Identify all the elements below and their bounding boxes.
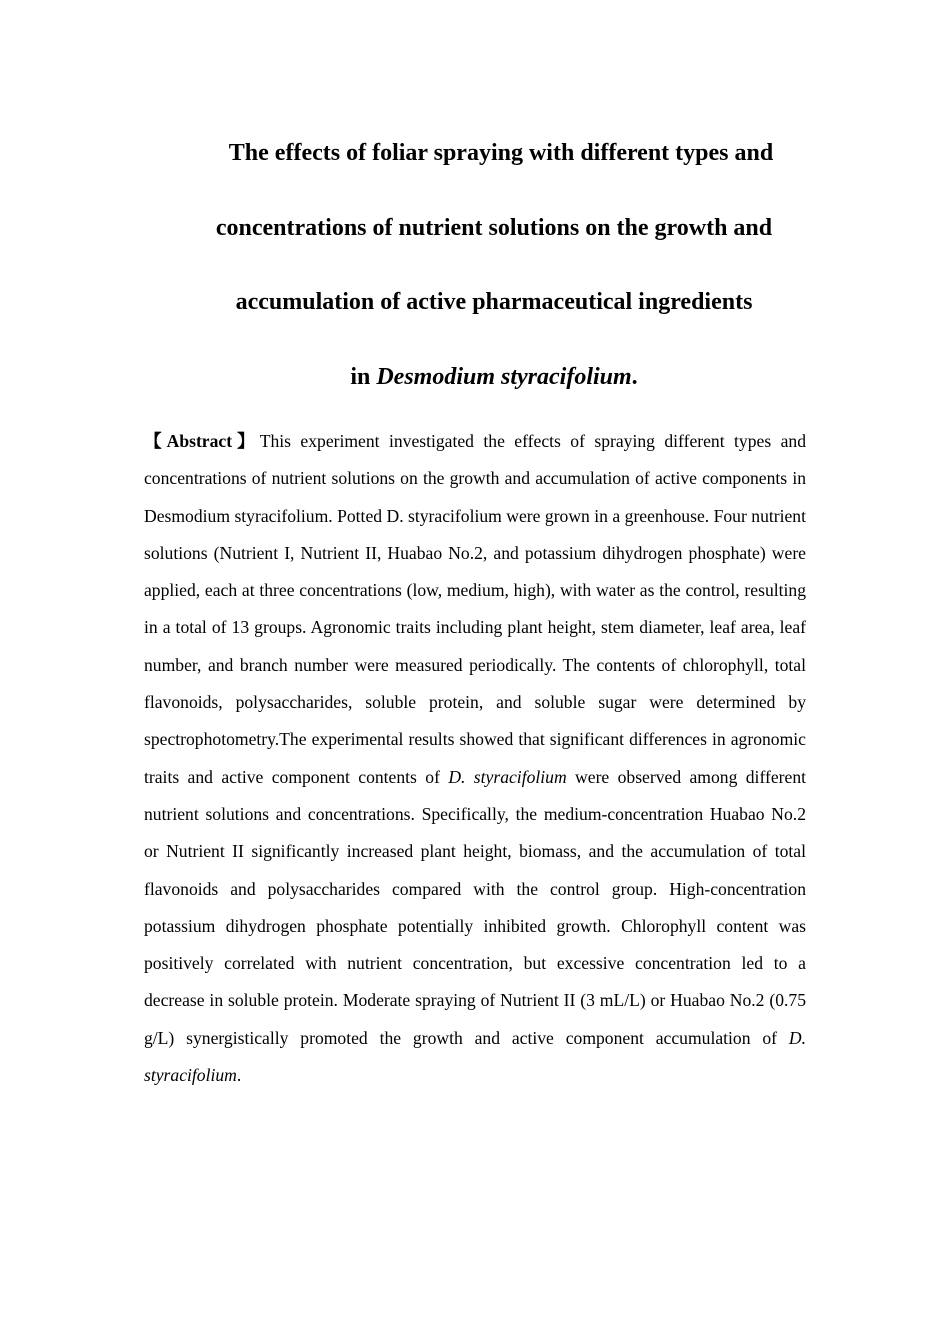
paper-title: [144, 116, 844, 415]
abstract-text-part-3: .: [236, 1065, 242, 1086]
abstract-species-name-2: D. styracifolium: [144, 1027, 806, 1086]
abstract-text-part-1: This experiment investigated the effects of spraying different types and concentrations of nutrient solutions on the growth and accumulation of active components in Desmodium styracifolium. Potted D. styracifolium were grown in a greenhouse. Four nutrient solutions (Nutrient I, Nutrient II, Huabao No.2, and potassium dihydrogen phosphate) were applied, each at three concentrations (low, medium, high), with water as the control, resulting in a total of 13 groups. Agronomic traits including plant height, stem diameter, leaf area, leaf number, and branch number were measured periodically. The contents of chlorophyll, total flavonoids, polysaccharides, soluble protein, and soluble sugar were determined by spectrophotometry.The experimental results showed that significant differences in agronomic traits and active component contents of: [144, 431, 806, 787]
title-line-4-prefix: in: [350, 364, 377, 391]
abstract-species-name-1: D. styracifolium: [448, 766, 567, 787]
abstract-label: 【Abstract】: [144, 431, 260, 451]
title-line-3: accumulation of active pharmaceutical ingredients: [235, 289, 753, 316]
title-species-name: Desmodium styracifolium: [376, 364, 632, 391]
title-line-2: concentrations of nutrient solutions on the growth and: [215, 214, 773, 241]
title-line-4: [144, 340, 844, 415]
abstract-text-part-2: were observed among different nutrient solutions and concentrations. Specifically, the medium-concentration Huabao No.2 or Nutrient II significantly increased plant height, biomass, and the accumulation of total flavonoids and polysaccharides compared with the control group. High-concentration potassium dihydrogen phosphate potentially inhibited growth. Chlorophyll content was positively correlated with nutrient concentration, but excessive concentration led to a decrease in soluble protein. Moderate spraying of Nutrient II (3 mL/L) or Huabao No.2 (0.75 g/L) synergistically promoted the growth and active component accumulation of: [144, 766, 807, 1048]
title-line-4-suffix: .: [631, 364, 638, 391]
abstract-paragraph: [144, 423, 806, 1094]
title-line-1: The effects of foliar spraying with different types and: [228, 140, 774, 166]
